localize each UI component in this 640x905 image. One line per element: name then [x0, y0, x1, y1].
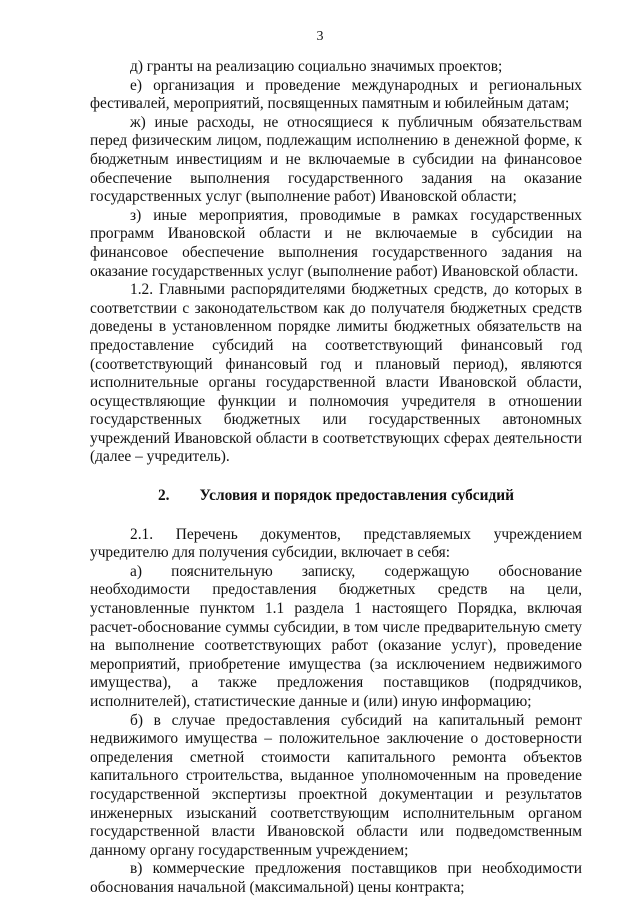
paragraph-item-a: а) пояснительную записку, содержащую обоснование необходимости предоставления бюджетных средств на цели, установленные пунктом 1.1 раздела 1 настоящего Порядка, включая расчет-обоснование суммы субсидии, в том числе предварительную смету на выполнение соответствующих работ (оказание услуг), проведение мероприятий, приобретение имущества (за исключением недвижимого имущества), а также предложения поставщиков (подрядчиков, исполнителей), статистические данные и (или) иную информацию; — [90, 562, 582, 710]
paragraph-item-zh: ж) иные расходы, не относящиеся к публичным обязательствам перед физическим лицом, подлежащим исполнению в денежной форме, к бюджетным инвестициям и не включаемые в субсидии на финансовое обеспечение выполнения государственного задания на оказание государственных услуг (выполнение работ) Ивановской области; — [90, 113, 582, 206]
paragraph-item-v: в) коммерческие предложения поставщиков при необходимости обоснования начальной (максимальной) цены контракта; — [90, 860, 582, 896]
document-body — [90, 58, 582, 898]
paragraph-clause-1-2: 1.2. Главными распорядителями бюджетных средств, до которых в соответствии с законодательством как до получателя бюджетных средств доведены в установленном порядке лимиты бюджетных обязательств на предоставление субсидий на соответствующий финансовый год (соответствующий финансовый год и плановый период), являются исполнительные органы государственной власти Ивановской области, осуществляющие функции и полномочия учредителя в отношении государственных бюджетных или государственных автономных учреждений Ивановской области в соответствующих сферах деятельности (далее – учредитель). — [90, 281, 582, 466]
page-number: 3 — [316, 29, 324, 44]
paragraph-item-b: б) в случае предоставления субсидий на капитальный ремонт недвижимого имущества – положительное заключение о достоверности определения сметной стоимости капитального ремонта объектов капитального строительства, выданное уполномоченным на проведение государственной экспертизы проектной документации и результатов инженерных изысканий соответствующим исполнительным органом государственной власти Ивановской области или подведомственным данному органу государственным учреждением; — [90, 711, 582, 859]
section-heading — [90, 487, 582, 506]
paragraph-item-e: е) организация и проведение международных и региональных фестивалей, мероприятий, посвященных памятным и юбилейным датам; — [90, 76, 582, 113]
paragraph-item-z: з) иные мероприятия, проводимые в рамках государственных программ Ивановской области и не включаемые в субсидии на финансовое обеспечение выполнения государственного задания на оказание государственных услуг (выполнение работ) Ивановской области. — [90, 206, 582, 280]
section-number: 2. — [157, 487, 170, 505]
paragraph-item-d: д) гранты на реализацию социально значимых проектов; — [130, 58, 503, 75]
section-title: Условия и порядок предоставления субсидий — [199, 487, 514, 505]
paragraph-clause-2-1: 2.1. Перечень документов, представляемых учреждением учредителю для получения субсидии, включает в себя: — [90, 525, 582, 562]
